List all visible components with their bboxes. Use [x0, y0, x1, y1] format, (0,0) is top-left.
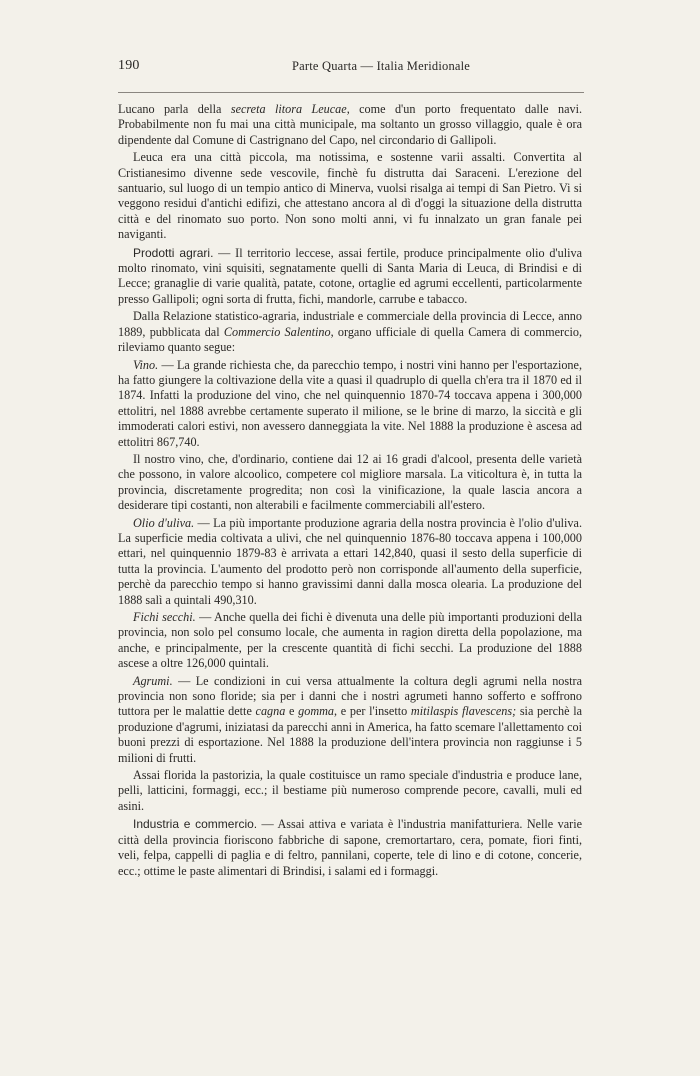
paragraph-vino: Vino. — La grande richiesta che, da parecchio tempo, i nostri vini hanno per l'esportazione, ha fatto giungere la coltivazione della vite a quasi il quadruplo di quella ch'era tra il 1870 ed il 1874. Infatti la produzione del vino, che nel quinquennio 1870-74 toccava appena i 300,000 ettolitri, nel 1888 avrebbe certamente superato il milione, se le brine di marzo, la siccità e gli immoderati calori estivi, non avessero danneggiata la vite. Nel 1888 la produzione è ascesa ad ettolitri 867,740. [118, 357, 582, 449]
body-text [118, 102, 582, 881]
paragraph-relazione: Dalla Relazione statistico-agraria, industriale e commerciale della provincia di Lecce, anno 1889, pubblicata dal Commercio Salentino, organo ufficiale di quella Camera di commercio, rileviamo quanto segue: [118, 309, 582, 355]
page-number: 190 [118, 58, 140, 73]
section-industria-commercio: Industria e commercio. — Assai attiva e variata è l'industria manifatturiera. Nelle varie città della provincia fioriscono fabbriche di sapone, cremortartaro, cera, pomate, fiori finti, veli, felpa, cappelli di paglia e di feltro, pannilani, coperte, tele di lino e di cotone, concerie, ecc.; ottime le paste alimentari di Brindisi, i salami ed i formaggi. [118, 817, 582, 878]
page-header [118, 58, 580, 80]
section-heading: Industria e commercio. [133, 817, 258, 832]
paragraph-fichi: Fichi secchi. — Anche quella dei fichi è divenuta una delle più importanti produzioni della provincia, non solo pel consumo locale, che aumenta in ragion diretta della popolazione, ma anche, e principalmente, per la crescente quantità di fichi secchi. La produzione del 1888 ascese a oltre 126,000 quintali. [118, 610, 582, 671]
section-prodotti-agrari: Prodotti agrari. — Il territorio leccese, assai fertile, produce principalmente olio d'uliva molto rinomato, vini squisiti, segnatamente quelli di Santa Maria di Leuca, di Brindisi e di Lecce; granaglie di varie qualità, patate, cotone, ortaglie ed agrumi eccellenti, particolarmente presso Gallipoli; ogni sorta di frutta, fichi, mandorle, carrube e tabacco. [118, 245, 582, 306]
paragraph-leuca: Leuca era una città piccola, ma notissima, e sostenne varii assalti. Convertita al Cristianesimo divenne sede vescovile, finchè fu distrutta dai Saraceni. L'erezione del santuario, sul luogo di un tempio antico di Minerva, vuolsi risalga ai tempi di San Pietro. Vi si veggono residui d'antichi edifizi, che attestano ancora al dì d'oggi la situazione della distrutta città e del rinomato suo porto. Non sono molti anni, vi fu innalzato un gran fanale pei naviganti. [118, 150, 582, 242]
paragraph-pastorizia: Assai florida la pastorizia, la quale costituisce un ramo speciale d'industria e produce lane, pelli, latticini, formaggi, ecc.; il bestiame più numeroso comprende pecore, cavalli, muli ed asini. [118, 768, 582, 813]
header-rule [118, 92, 584, 93]
section-heading: Prodotti agrari. [133, 245, 214, 260]
running-head: Parte Quarta — Italia Meridionale [292, 59, 471, 73]
paragraph-olio: Olio d'uliva. — La più importante produzione agraria della nostra provincia è l'olio d'uliva. La superficie media coltivata a ulivi, che nel quinquennio 1876-80 toccava appena i 100,000 ettari, nel quinquennio 1879-83 è arrivata a ettari 142,840, quasi il sesto della superficie di tutta la provincia. L'aumento del prodotto però non corrisponde all'aumento della superficie, perchè da parecchio tempo si hanno gravissimi danni dalla mosca olearia. La produzione del 1888 salì a quintali 490,310. [118, 515, 582, 607]
paragraph-agrumi: Agrumi. — Le condizioni in cui versa attualmente la coltura degli agrumi nella nostra provincia non sono floride; sia per i danni che i nostri agrumeti hanno sofferto e soffrono tuttora per le malattie dette cagna e gomma, e per l'insetto mitilaspis flavescens; sia perchè la produzione d'agrumi, iniziatasi da parecchi anni in America, ha fatto scemare l'allettamento coi buoni prezzi di esportazione. Nel 1888 la produzione dell'intera provincia non raggiunse i 5 milioni di frutti. [118, 673, 582, 765]
paragraph-vino-2: Il nostro vino, che, d'ordinario, contiene dai 12 ai 16 gradi d'alcool, presenta delle varietà che possono, in valore alcoolico, competere col migliore marsala. La viticoltura è, in tutta la provincia, discretamente progredita; non così la vinificazione, la quale lascia ancora a desiderare tipi costanti, non alterabili e facilmente commerciabili all'estero. [118, 451, 582, 513]
paragraph-lucano: Lucano parla della secreta litora Leucae, come d'un porto frequentato dalle navi. Probabilmente non fu mai una città municipale, ma soltanto un grosso villaggio, quale è ora dipendente dal Comune di Castrignano del Capo, nel circondario di Gallipoli. [118, 102, 582, 147]
